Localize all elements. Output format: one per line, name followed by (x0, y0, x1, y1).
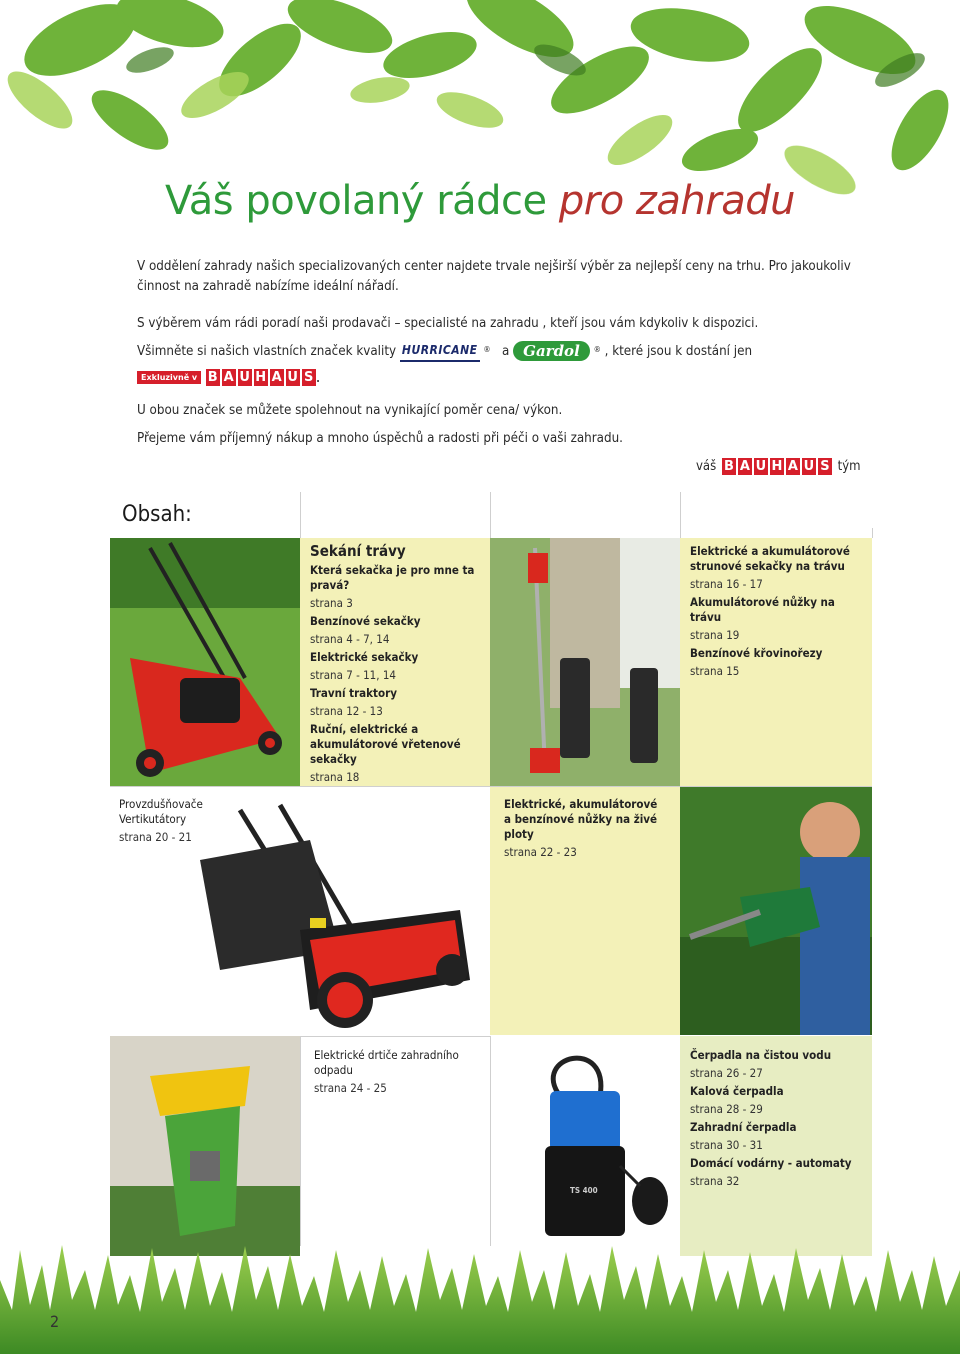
submersible-pump-illustration (490, 1036, 680, 1256)
intro-paragraph-5 (137, 429, 877, 449)
pump-photo (490, 1036, 680, 1256)
bauhaus-letter: S (302, 369, 316, 386)
grid-divider (300, 492, 301, 540)
intro-text-and: a (501, 344, 510, 359)
intro-paragraph-brands: Všimněte si našich vlastních značek kvality HURRICANE ® a Gardol ® , které jsou k dostání jen (137, 342, 753, 360)
toc-item: Vertikutátory (119, 812, 187, 826)
page-number: 2 (50, 1312, 60, 1331)
shredder-photo (110, 1036, 300, 1256)
signature (696, 458, 861, 475)
toc-item: Travní traktory (310, 686, 397, 700)
exclusive-bauhaus-badge: Exkluzivně v B A U H A U S . (137, 367, 320, 386)
hurricane-logo-text: HURRICANE (401, 343, 478, 357)
mowing-heading: Sekání trávy (310, 542, 406, 560)
string-trimmer-illustration (490, 538, 680, 786)
pump-model-label: TS 400 (570, 1186, 598, 1195)
hedge-cell (490, 787, 680, 1035)
toc-item: Čerpadla na čistou vodu (690, 1048, 832, 1062)
grass-illustration (0, 1240, 960, 1354)
intro-paragraph-1 (137, 257, 877, 297)
mowing-cell (300, 538, 490, 786)
bauhaus-logo (722, 458, 832, 475)
grid-divider (490, 1036, 491, 1246)
bauhaus-letter: H (255, 370, 267, 385)
bauhaus-letter: H (771, 459, 783, 474)
bauhaus-letter: S (818, 458, 832, 475)
gardol-logo (513, 341, 590, 361)
shredder-illustration (110, 1036, 300, 1256)
toc-item: Benzínové křovinořezy (690, 646, 823, 660)
bauhaus-letter: A (223, 370, 234, 385)
page-ref: strana 19 (690, 628, 740, 642)
mowing-question: Která sekačka je pro mne ta pravá? (310, 563, 475, 592)
title-accent: pro zahradu (558, 178, 795, 224)
shredders-cell (300, 1036, 490, 1256)
bauhaus-letter: U (755, 459, 767, 474)
page-title (165, 178, 795, 224)
bauhaus-letter: B (722, 458, 736, 475)
grid-divider (680, 492, 681, 540)
page-ref: strana 4 - 7, 14 (310, 632, 390, 646)
hedge-trimmer-illustration (680, 787, 872, 1035)
exclusive-label: Exkluzivně v (137, 371, 201, 384)
page-ref: strana 26 - 27 (690, 1066, 763, 1080)
toc-item: Domácí vodárny - automaty (690, 1156, 852, 1170)
pumps-cell (680, 1036, 872, 1256)
signature-suffix: tým (837, 459, 861, 474)
grid-divider (300, 1036, 301, 1246)
bauhaus-letter: A (271, 370, 282, 385)
grid-divider (872, 528, 873, 538)
intro-text-4: U obou značek se můžete spolehnout na vynikající poměr cena/ výkon. (137, 403, 563, 418)
bauhaus-logo-small (206, 369, 316, 386)
toc-item: Ruční, elektrické a akumulátorové vřetenové sekačky (310, 722, 461, 766)
page-ref: strana 28 - 29 (690, 1102, 763, 1116)
intro-paragraph-4 (137, 401, 877, 421)
toc-item: Elektrické drtiče zahradního odpadu (314, 1048, 459, 1077)
toc-item: Kalová čerpadla (690, 1084, 784, 1098)
signature-prefix: váš (696, 459, 717, 474)
aerator-illustration (190, 800, 480, 1036)
page-ref: strana 32 (690, 1174, 740, 1188)
bauhaus-letter: A (739, 459, 750, 474)
page-ref: strana 24 - 25 (314, 1081, 387, 1095)
grass-decoration (0, 1240, 960, 1354)
trimmers-cell (680, 538, 872, 786)
page-ref: strana 3 (310, 596, 353, 610)
toc-item: Elektrické a akumulátorové strunové sekačky na trávu (690, 544, 850, 573)
page-ref: strana 20 - 21 (119, 830, 192, 844)
petrol-mower-illustration (110, 538, 300, 786)
grid-divider (490, 492, 491, 540)
toc-item: Akumulátorové nůžky na trávu (690, 595, 835, 624)
page-ref: strana 12 - 13 (310, 704, 383, 718)
contents-heading: Obsah: (122, 502, 192, 527)
trimmer-photo (490, 538, 680, 786)
toc-item: Provzdušňovače (119, 797, 203, 811)
title-main: Váš povolaný rádce (165, 178, 547, 224)
page-ref: strana 22 - 23 (504, 845, 577, 859)
page-ref: strana 15 (690, 664, 740, 678)
toc-item: Elektrické sekačky (310, 650, 419, 664)
intro-text-1: V oddělení zahrady našich specializovaných center najdete trvale nejširší výběr za nejlepší ceny na trhu. Pro jakoukoliv činnost na zahradě nabízíme ideální nářadí. (137, 259, 851, 294)
intro-text-3b: , které jsou k dostání jen (604, 344, 753, 359)
page-ref: strana 30 - 31 (690, 1138, 763, 1152)
intro-text-3a: Všimněte si našich vlastních značek kvality (137, 344, 397, 359)
toc-item: Zahradní čerpadla (690, 1120, 797, 1134)
hurricane-logo (400, 340, 480, 362)
hedge-trimmer-photo (680, 787, 872, 1035)
bauhaus-letter: U (803, 459, 815, 474)
bauhaus-letter: U (239, 370, 250, 385)
intro-text-2: S výběrem vám rádi poradí naši prodavači – specialisté na zahradu , kteří jsou vám kdykoliv k dispozici. (137, 316, 759, 331)
intro-text-5: Přejeme vám příjemný nákup a mnoho úspěchů a radosti při péči o vaši zahradu. (137, 431, 623, 446)
bauhaus-letter: B (206, 369, 220, 386)
page-ref: strana 18 (310, 770, 360, 784)
gardol-logo-text: Gardol (523, 342, 580, 360)
page-ref: strana 16 - 17 (690, 577, 763, 591)
bauhaus-letter: A (787, 459, 798, 474)
toc-item: Benzínové sekačky (310, 614, 421, 628)
lawnmower-photo (110, 538, 300, 786)
intro-paragraph-2 (137, 314, 877, 334)
aerator-photo (190, 800, 480, 1036)
bauhaus-letter: U (287, 370, 298, 385)
page-ref: strana 7 - 11, 14 (310, 668, 396, 682)
toc-item: Elektrické, akumulátorové a benzínové nůžky na živé ploty (504, 797, 658, 841)
